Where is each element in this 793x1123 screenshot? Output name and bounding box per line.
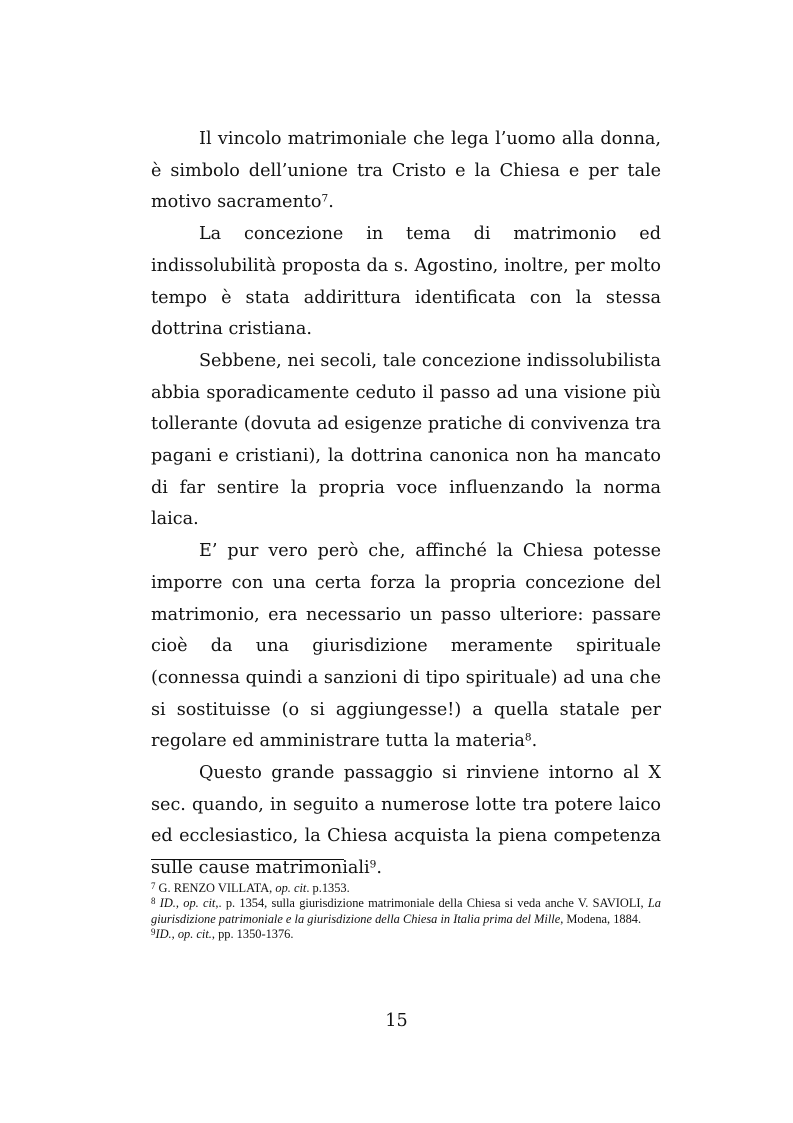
- paragraph-5: Questo grande passaggio si rinviene intorno al X sec. quando, in seguito a numerose lotte tra potere laico ed ecclesiastico, la Chiesa acquista la piena competenza sulle cause matrimoniali$^9$.: [151, 763, 661, 879]
- footnote-ref-7[interactable]: 7: [321, 193, 329, 206]
- footnote-8: $^8$ ID., op. cit,. p. 1354, sulla giurisdizione matrimoniale della Chiesa si veda anche V. SAVIOLI, La giurisdizione patrimoniale e la giurisdizione della Chiesa in Italia prima del Mille, Modena, 1884.: [151, 896, 661, 926]
- footnote-ref-8[interactable]: 8: [524, 732, 532, 745]
- footnote-7: $^7$ G. RENZO VILLATA, op. cit. p.1353.: [151, 880, 350, 895]
- footnotes: [151, 881, 661, 942]
- body-text: [151, 124, 661, 885]
- footnote-separator: [151, 859, 344, 860]
- page-number: 15: [385, 1011, 408, 1031]
- footnote-9: $^9$ID., op. cit., pp. 1350-1376.: [151, 926, 294, 941]
- paragraph-1: Il vincolo matrimoniale che lega l’uomo alla donna, è simbolo dell’unione tra Cristo e la Chiesa e per tale motivo sacramento$^7$.: [151, 129, 661, 213]
- footnote-ref-9[interactable]: 9: [369, 858, 377, 871]
- paragraph-2: La concezione in tema di matrimonio ed indissolubilità proposta da s. Agostino, inoltre, per molto tempo è stata addirittura identificata con la stessa dottrina cristiana.: [151, 224, 661, 340]
- paragraph-3: Sebbene, nei secoli, tale concezione indissolubilista abbia sporadicamente ceduto il passo ad una visione più tollerante (dovuta ad esigenze pratiche di convivenza tra pagani e cristiani), la dottrina canonica non ha mancato di far sentire la propria voce influenzando la norma laica.: [151, 350, 661, 530]
- paragraph-4: E’ pur vero però che, affinché la Chiesa potesse imporre con una certa forza la propria concezione del matrimonio, era necessario un passo ulteriore: passare cioè da una giurisdizione meramente spirituale (connessa quindi a sanzioni di tipo spirituale) ad una che si sostituisse (o si aggiungesse!) a quella statale per regolare ed amministrare tutta la materia$^8$.: [151, 541, 661, 752]
